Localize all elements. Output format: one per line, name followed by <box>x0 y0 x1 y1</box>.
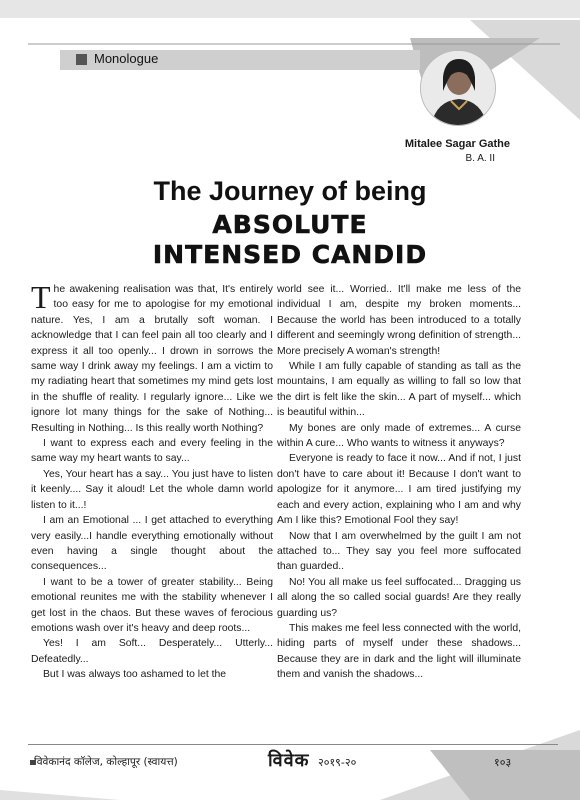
section-label: Monologue <box>94 51 159 66</box>
author-photo <box>420 50 496 126</box>
paragraph: But I was always too ashamed to let the <box>43 669 227 681</box>
paragraph: Yes, Your heart has a say... You just have to listen it keenly.... Say it aloud! Let the whole damn world listen to it...! <box>31 468 273 511</box>
paragraph-text: he awakening realisation was that, It's entirely too easy for me to apologise for my emotional nature. Yes, I am a brutally soft woman. I acknowledge that I can feel pain all too clearly and I express it all too openly... I drown in sorrows the same way I drink away my feelings. I am a victim to my radiating heart that sometimes my mind gets lost in the shuffle of reality. I regularly ignore... Like we ignore lot many things for the sake of Nothing... Resulting in Nothing... Is this really worth Nothing? <box>31 284 273 434</box>
article-left-column <box>31 279 273 683</box>
footer-year: २०१९-२० <box>318 756 357 769</box>
paragraph <box>31 279 273 436</box>
paragraph: Yes! I am Soft... Desperately... Utterly... Defeatedly... <box>31 638 273 665</box>
paragraph: My bones are only made of extremes... A curse within A cure... Who wants to witness it anyways? <box>277 422 521 450</box>
author-class: B. A. II <box>465 153 495 164</box>
page-number: १०३ <box>494 756 512 769</box>
article-title-line-3: INTENSED CANDID <box>152 240 428 269</box>
paragraph: I am an Emotional ... I get attached to everything very easily...I handle everything emotionally without even having a single thought about the consequences... <box>31 515 273 573</box>
footer-college-name: विवेकानंद कॉलेज, कोल्हापूर (स्वायत्त) <box>34 756 178 768</box>
footer-divider <box>28 744 558 745</box>
footer-magazine-logo: विवेक <box>268 750 310 771</box>
article-title-line-1: The Journey of being <box>153 176 427 206</box>
article-title-line-2: ABSOLUTE <box>212 210 368 239</box>
bottom-decoration <box>0 690 580 800</box>
paragraph: world see it... Worried.. It'll make me less of the individual I am, despite my broken moments... Because the world has been introduced to a totally different and seemingly wrong definition of strength... More precisely A woman's strength! <box>277 284 521 357</box>
paragraph: I want to express each and every feeling in the same way my heart wants to say... <box>31 438 273 465</box>
drop-cap: T <box>31 279 51 315</box>
paragraph: This makes me feel less connected with the world, hiding parts of myself under these shadows... Because they are in dark and the light will illuminate them and vanish the shadows... <box>277 622 521 681</box>
paragraph: I want to be a tower of greater stability... Being emotional reunites me with the stability whenever I get lost in the chaos. But these waves of ferocious emotions wash over it's heavy and deep roots... <box>31 576 273 634</box>
article-right-column <box>277 282 521 683</box>
paragraph: Now that I am overwhelmed by the guilt I am not attached to... They say you feel more suffocated than guarded.. <box>277 530 521 573</box>
paragraph: Everyone is ready to face it now... And if not, I just don't have to care about it! Because I don't want to apologize for it anymore... I am tired justifying my each and every action, explaining who I am and why Am I like this? Emotional Fool they say! <box>277 453 521 527</box>
author-name: Mitalee Sagar Gathe <box>404 138 510 150</box>
paragraph: No! You all make us feel suffocated... Dragging us all along the so called social guards! Are they really guarding us? <box>277 576 521 619</box>
paragraph: While I am fully capable of standing as tall as the mountains, I am equally as willing to fall so low that the dirt is felt like the skin... A part of myself... which is beautiful within... <box>277 361 521 419</box>
section-square-bullet <box>76 54 87 65</box>
